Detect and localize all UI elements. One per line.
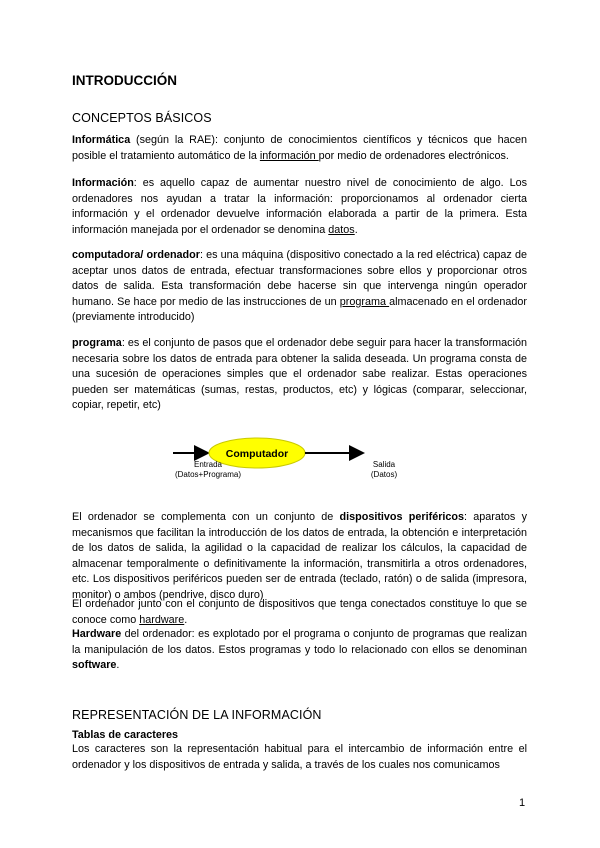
text: : es una máquina (dispositivo conectado a la red eléctrica) capaz de aceptar unos datos de entrada, efectuar transformaciones sobre ellos y proporcionar otros datos de salida. Esta transformación debe hacerse sin que intervenga ningún operador humano. Se hace por medio de las instrucciones de un xyxy=(72,249,527,308)
text: del ordenador: es explotado por el programa o conjunto de programas que realizan la manipulación de los datos. Estos programas y todo lo relacionado con ellos se denominan xyxy=(72,628,527,656)
text: : es aquello capaz de aumentar nuestro nivel de conocimiento de algo. Los ordenadores nos ayudan a tratar la información: proporcionamos al ordenador cierta información y el ordenador devuelve información elaborada a partir de la primera. Esta información manejada por el ordenador se denomina xyxy=(72,177,527,236)
text: almacenado en el ordenador (previamente introducido) xyxy=(72,295,527,324)
term-software: software xyxy=(72,659,117,672)
term-informatica: Informática xyxy=(72,134,131,146)
text: El ordenador junto con el conjunto de dispositivos que tenga conectados constituye lo que se conoce como xyxy=(72,598,527,626)
text: : es el conjunto de pasos que el ordenador debe seguir para hacer la transformación necesaria sobre los datos de entrada para obtener la salida deseada. Un programa consta de una sucesión de operaciones simples que el ordenador sabe realizar. Estas operaciones pueden ser matemáticas (sumas, restas, productos, etc) y lógicas (comparar, seleccionar, copiar, repetir, etc) xyxy=(72,337,527,412)
term-perifericos: dispositivos periféricos xyxy=(339,511,465,523)
text: (según la RAE): conjunto de conocimientos científicos y técnicos que hacen posible el tratamiento automático de la xyxy=(72,134,527,162)
link-hardware[interactable]: hardware xyxy=(139,613,185,626)
text: por medio de ordenadores electrónicos. xyxy=(318,149,509,162)
text: . xyxy=(116,659,120,672)
page-title: INTRODUCCIÓN xyxy=(72,73,177,88)
input-label-1: Entrada xyxy=(193,460,223,469)
text: . xyxy=(184,613,188,626)
paragraph-perifericos xyxy=(72,510,527,604)
text: . xyxy=(354,223,358,236)
section-heading-conceptos: CONCEPTOS BÁSICOS xyxy=(72,111,212,125)
computer-label: Computador xyxy=(225,448,289,460)
term-hardware: Hardware xyxy=(72,628,122,640)
page-number: 1 xyxy=(519,797,526,809)
output-label-1: Salida xyxy=(372,460,396,469)
paragraph-computadora xyxy=(72,248,527,326)
paragraph-tablas: Los caracteres son la representación habitual para el intercambio de información entre el ordenador y los dispositivos de entrada y salida, a través de los cuales nos comunicamos xyxy=(72,743,527,771)
text: : aparatos y mecanismos que facilitan la introducción de los datos de entrada, la obtención e interpretación de los datos de salida, la agilidad o la capacidad de realizar los cálculos, la capacidad de almacenar temporalmente o definitivamente la información, transmitirla a otros ordenadores, etc. Los dispositivos periféricos pueden ser de entrada (teclado, ratón) o de salida (impresora, monitor) o ambos (pendrive, disco duro) xyxy=(72,511,527,601)
computer-diagram xyxy=(168,436,428,482)
link-programa[interactable]: programa xyxy=(339,295,390,308)
paragraph-informacion xyxy=(72,176,527,238)
term-computadora: computadora/ ordenador xyxy=(72,249,200,261)
term-informacion: Información xyxy=(72,177,134,189)
output-label-2: (Datos) xyxy=(370,470,398,479)
link-informacion[interactable]: información xyxy=(259,149,319,162)
paragraph-informatica xyxy=(72,133,527,164)
section-heading-representacion: REPRESENTACIÓN DE LA INFORMACIÓN xyxy=(72,708,322,722)
text: El ordenador se complementa con un conjunto de xyxy=(72,511,340,523)
paragraph-programa xyxy=(72,336,527,414)
paragraph-hardware-intro xyxy=(72,597,527,628)
subheading-tablas: Tablas de caracteres xyxy=(72,729,179,741)
paragraph-hardware xyxy=(72,627,527,674)
term-programa: programa xyxy=(72,337,122,349)
input-label-2: (Datos+Programa) xyxy=(174,470,242,479)
link-datos[interactable]: datos xyxy=(328,223,355,236)
